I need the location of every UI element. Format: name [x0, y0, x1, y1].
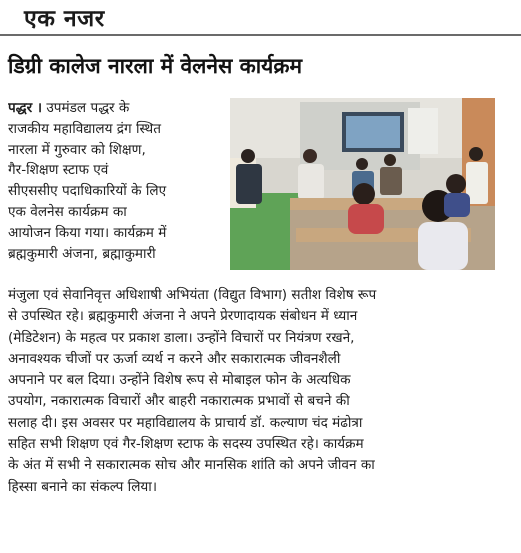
event-photo — [230, 98, 495, 270]
body-line: गैर-शिक्षण स्टाफ एवं — [8, 162, 109, 179]
body-line: सलाह दी। इस अवसर पर महाविद्यालय के प्राचार्य डॉ. कल्याण चंद मंढोत्रा — [8, 414, 363, 431]
article-headline: डिग्री कालेज नारला में वेलनेस कार्यक्रम — [8, 54, 303, 78]
body-line: हिस्सा बनाने का संकल्प लिया। — [8, 478, 157, 495]
body-line: उपयोग, नकारात्मक विचारों और बाहरी नकारात्मक प्रभावों से बचने की — [8, 393, 350, 410]
event-photo-illustration — [230, 98, 495, 270]
body-line: के अंत में सभी ने सकारात्मक सोच और मानसिक शांति को अपने जीवन का — [8, 457, 375, 474]
section-header — [0, 0, 521, 36]
body-line: अनावश्यक चीजों पर ऊर्जा व्यर्थ न करने और सकारात्मक जीवनशैली — [8, 350, 341, 367]
body-line-text: उपमंडल पद्धर के — [46, 100, 130, 116]
article-body-wide — [8, 285, 513, 498]
body-line: अपनाने पर बल दिया। उन्होंने विशेष रूप से मोबाइल फोन के अत्यधिक — [8, 372, 351, 389]
body-line: राजकीय महाविद्यालय द्रंग स्थित — [8, 120, 161, 137]
body-line: नारला में गुरुवार को शिक्षण, — [8, 141, 146, 158]
body-line: आयोजन किया गया। कार्यक्रम में — [8, 224, 167, 241]
body-line: (मेडिटेशन) के महत्व पर प्रकाश डाला। उन्होंने विचारों पर नियंत्रण रखने, — [8, 329, 355, 346]
body-line: सीएससीए पदाधिकारियों के लिए — [8, 183, 167, 200]
body-line: एक वेलनेस कार्यक्रम का — [8, 203, 127, 220]
body-line: सहित सभी शिक्षण एवं गैर-शिक्षण स्टाफ के सदस्य उपस्थित रहे। कार्यक्रम — [8, 436, 364, 453]
body-line: से उपस्थित रहे। ब्रह्मकुमारी अंजना ने अपने प्रेरणादायक संबोधन में ध्यान — [8, 308, 358, 325]
section-title: एक नजर — [24, 6, 105, 32]
article-body-narrow — [8, 98, 224, 264]
body-line: मंजुला एवं सेवानिवृत्त अधिशाषी अभियंता (विद्युत विभाग) सतीश विशेष रूप — [8, 287, 377, 303]
body-line: ब्रह्मकुमारी अंजना, ब्रह्माकुमारी — [8, 245, 156, 262]
dateline: पद्धर । — [8, 100, 43, 116]
body-line — [8, 98, 224, 119]
